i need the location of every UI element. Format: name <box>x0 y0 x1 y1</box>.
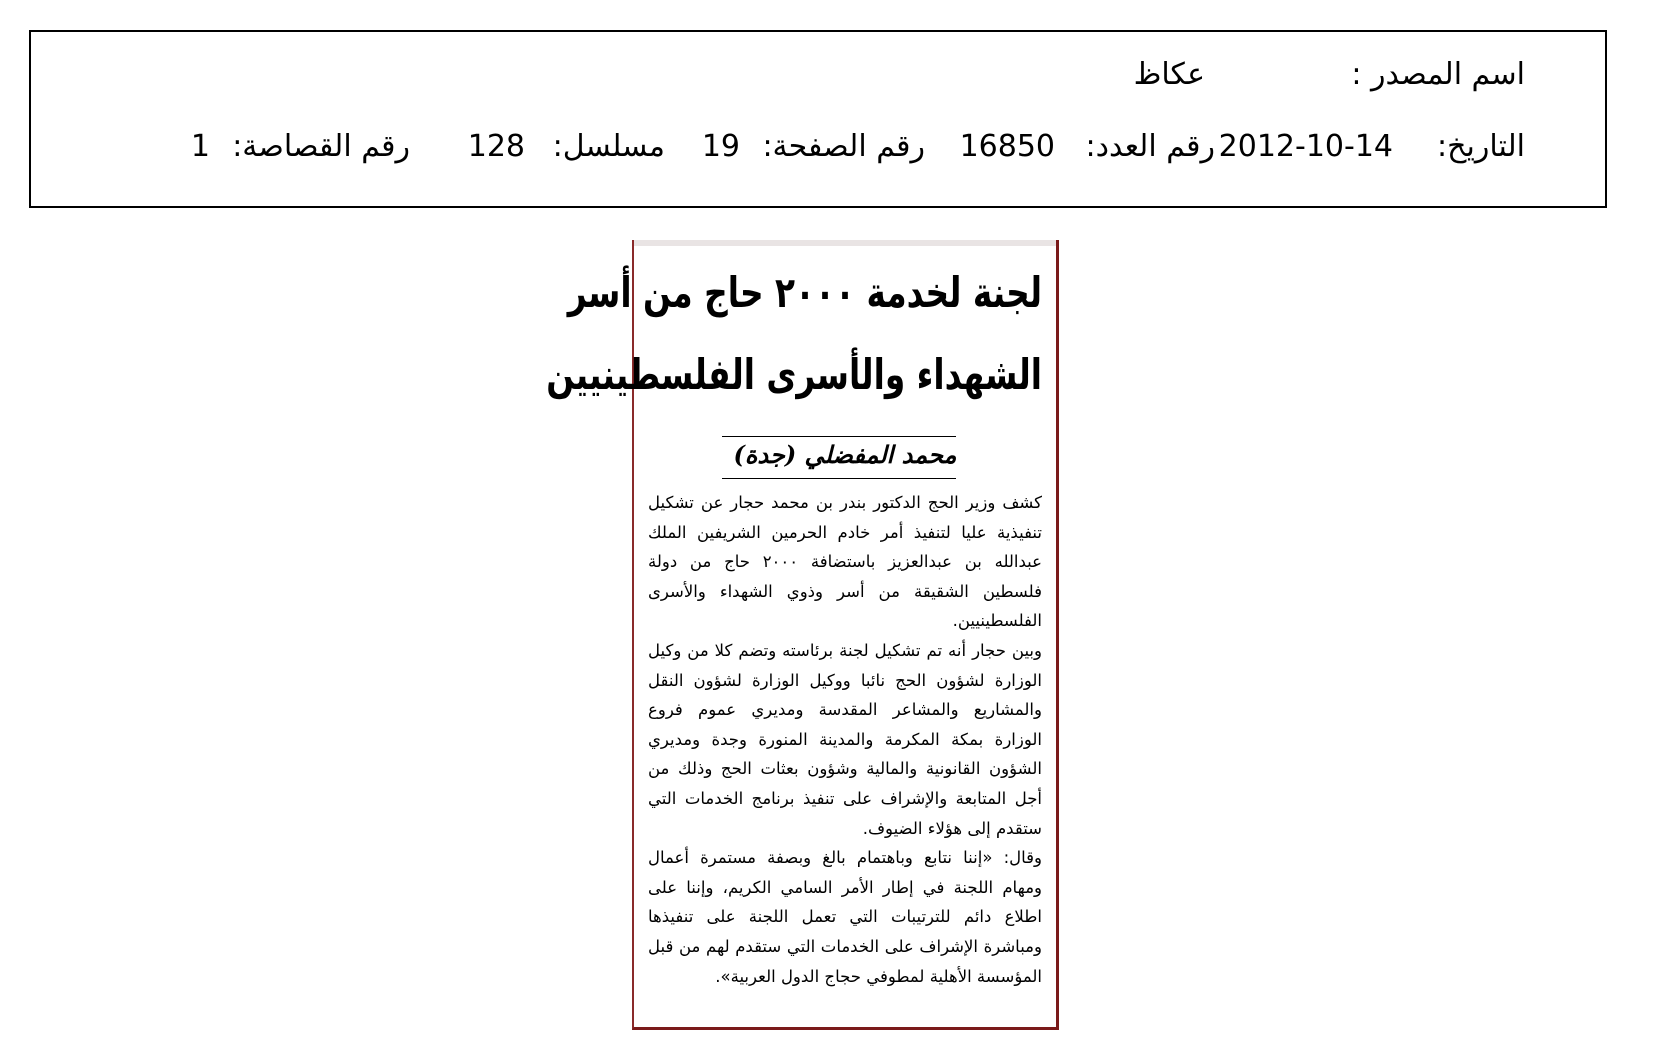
issue-label: رقم العدد: <box>1085 129 1215 164</box>
article-paragraph: وبين حجار أنه تم تشكيل لجنة برئاسته وتضم كلا من وكيل الوزارة لشؤون الحج نائبا ووكيل الوزارة لشؤون النقل والمشاريع والمشاعر المقدسة ومديري عموم فروع الوزارة بمكة المكرمة والمدينة المنورة وجدة ومديري الشؤون القانونية والمالية وشؤون بعثات الحج وذلك من أجل المتابعة والإشراف على تنفيذ برنامج الخدمات التي ستقدم إلى هؤلاء الضيوف. <box>648 640 1042 838</box>
article-body <box>648 488 1042 991</box>
headline-line-2: الشهداء والأسرى الفلسطينيين <box>546 350 1042 399</box>
page-label: رقم الصفحة: <box>762 129 925 164</box>
date-label: التاريخ: <box>1437 129 1525 164</box>
source-label: اسم المصدر : <box>1351 57 1525 92</box>
byline: محمد المفضلي (جدة) <box>733 440 957 469</box>
clip-number-label: رقم القصاصة: <box>232 129 410 164</box>
newspaper-clipping <box>546 240 1059 1030</box>
serial-value: 128 <box>467 129 525 164</box>
date-value: 2012-10-14 <box>1218 129 1393 164</box>
article-paragraph: كشف وزير الحج الدكتور بندر بن محمد حجار عن تشكيل تنفيذية عليا لتنفيذ أمر خادم الحرمين الشريفين الملك عبدالله بن عبدالعزيز باستضافة ٢٠٠٠ حاج من دولة فلسطين الشقيقة من أسر وذوي الشهداء والأسرى الفلسطينيين. <box>648 493 1043 631</box>
byline-rule-top <box>722 436 956 437</box>
headline-line-1: لجنة لخدمة ٢٠٠٠ حاج من أسر <box>567 268 1042 317</box>
clip-number-value: 1 <box>190 129 210 164</box>
byline-rule-bottom <box>722 478 956 479</box>
page-value: 19 <box>701 129 740 164</box>
clip-scan-edge <box>634 240 1056 246</box>
serial-label: مسلسل: <box>552 129 665 164</box>
source-value: عكاظ <box>1133 57 1205 92</box>
article-paragraph: وقال: «إننا نتابع وباهتمام بالغ وبصفة مستمرة أعمال ومهام اللجنة في إطار الأمر السامي الكريم، وإننا على اطلاع دائم للترتيبات التي تعمل اللجنة على تنفيذها ومباشرة الإشراف على الخدمات التي ستقدم لهم من قبل المؤسسة الأهلية لمطوفي حجاج الدول العربية». <box>648 848 1042 986</box>
issue-value: 16850 <box>959 129 1055 164</box>
clipping-header-box <box>29 30 1607 208</box>
